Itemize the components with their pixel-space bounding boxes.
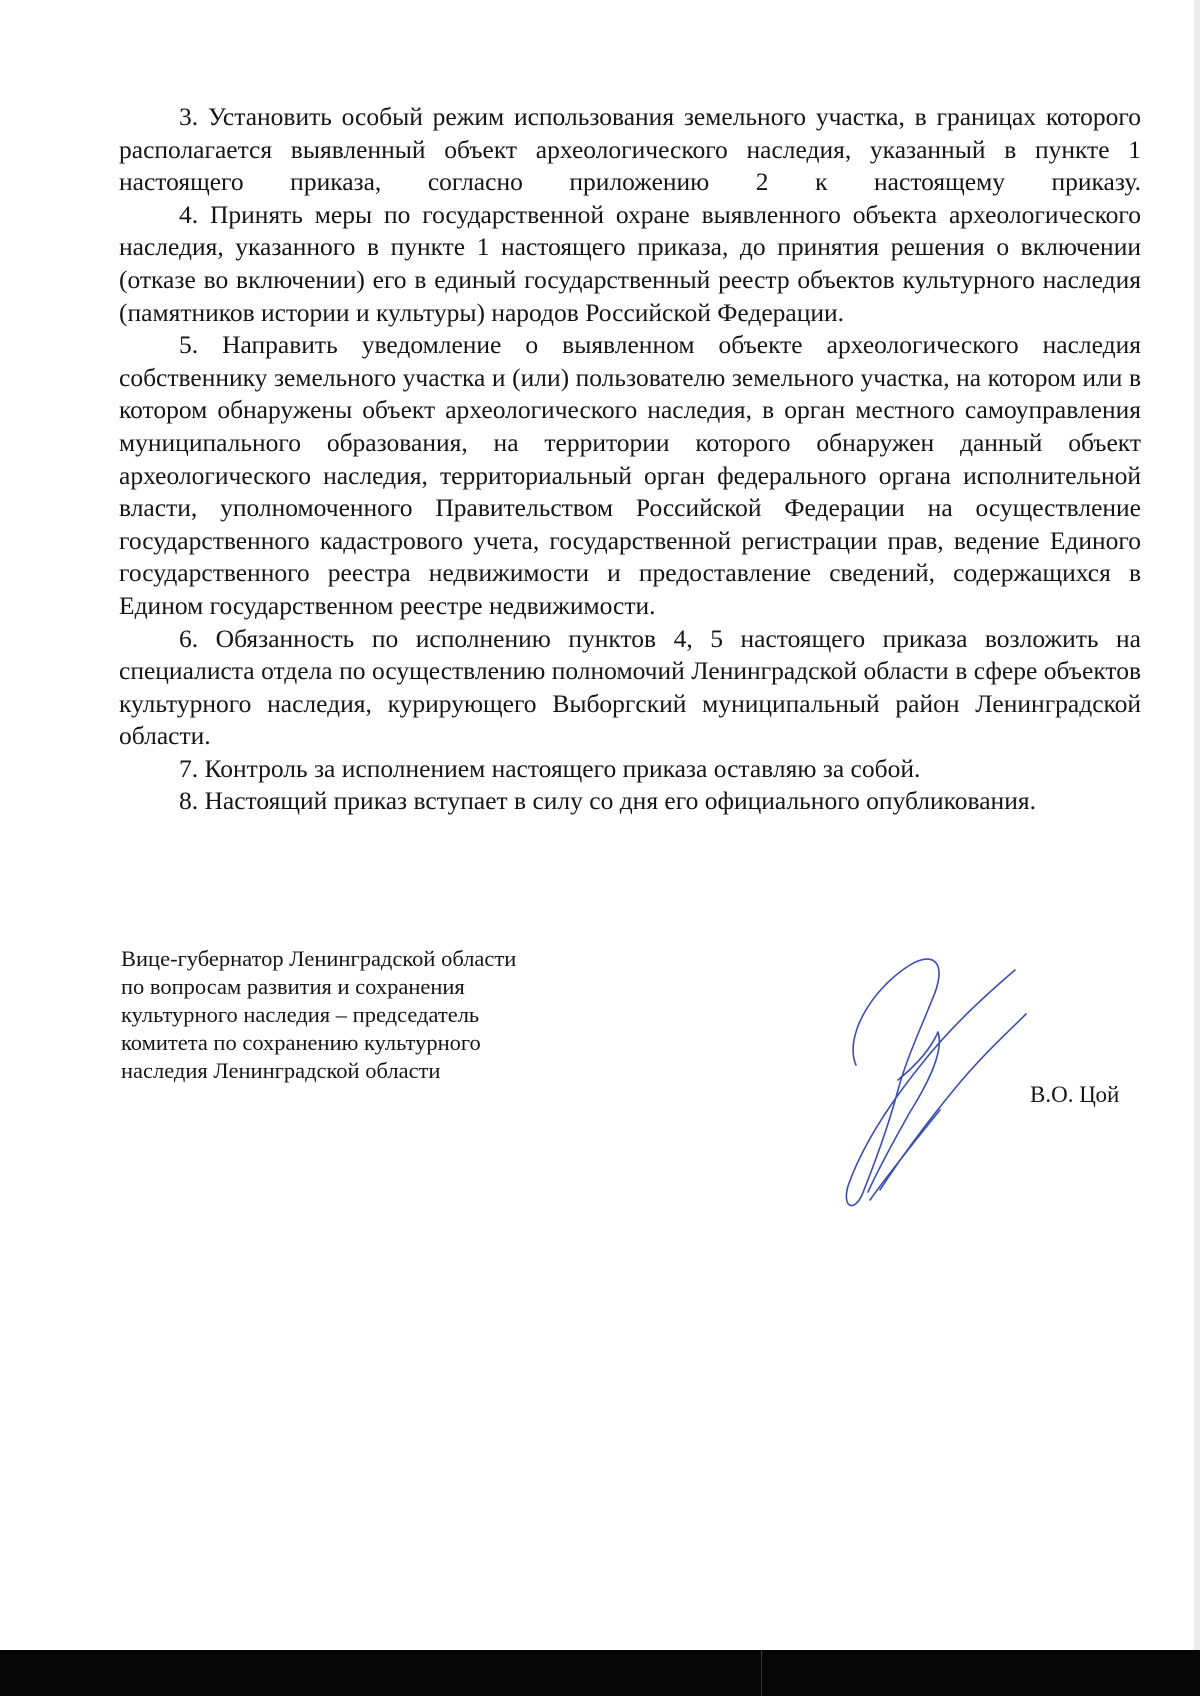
paragraph-7: 7. Контроль за исполнением настоящего приказа оставляю за собой.: [179, 753, 921, 783]
signer-title-line: комитета по сохранению культурного: [121, 1030, 481, 1055]
document-body: [119, 101, 1141, 818]
signature-stroke: [870, 1110, 940, 1200]
paragraph-4: 4. Принять меры по государственной охране выявленного объекта археологического наследия, указанного в пункте 1 настоящего приказа, до принятия решения о включении (отказе во включении) его в единый государственный реестр объектов культурного наследия (памятников истории и культуры) народов Российской Федерации.: [119, 199, 1141, 327]
signature-stroke: [880, 1014, 1026, 1190]
handwritten-signature: [840, 950, 1080, 1210]
signer-title-block: [121, 945, 681, 1085]
paragraph-5: 5. Направить уведомление о выявленном объекте археологического наследия собственнику земельного участка и (или) пользователю земельного участка, на котором или в котором обнаружены объект археологического наследия, в орган местного самоуправления муниципального образования, на территории которого обнаружен данный объект археологического наследия, территориальный орган федерального органа исполнительной власти, уполномоченного Правительством Российской Федерации на осуществление государственного кадастрового учета, государственной регистрации прав, ведение Единого государственного реестра недвижимости и предоставление сведений, содержащихся в Едином государственном реестре недвижимости.: [119, 330, 1141, 620]
signer-name: В.О. Цой: [1030, 1082, 1120, 1107]
paragraph-3: 3. Установить особый режим использования земельного участка, в границах которого располагается выявленный объект археологического наследия, указанный в пункте 1 настоящего приказа, согласно приложению 2 к настоящему приказу.: [119, 102, 1141, 197]
paragraph-6: 6. Обязанность по исполнению пунктов 4, 5 настоящего приказа возложить на специалиста отдела по осуществлению полномочий Ленинградской области в сфере объектов культурного наследия, курирующего Выборгский муниципальный район Ленинградской области.: [119, 623, 1141, 751]
scan-edge-shadow: [1194, 0, 1200, 1650]
signer-title-line: Вице-губернатор Ленинградской области: [121, 946, 517, 971]
scan-border-divider: [761, 1650, 762, 1696]
signer-title-line: культурного наследия – председатель: [121, 1002, 480, 1027]
paragraph-8: 8. Настоящий приказ вступает в силу со дня его официального опубликования.: [179, 786, 1036, 816]
signature-stroke: [846, 959, 1015, 1205]
signer-title-line: наследия Ленинградской области: [121, 1058, 441, 1083]
signer-title-line: по вопросам развития и сохранения: [121, 974, 465, 999]
scan-bottom-border: [0, 1650, 1200, 1696]
